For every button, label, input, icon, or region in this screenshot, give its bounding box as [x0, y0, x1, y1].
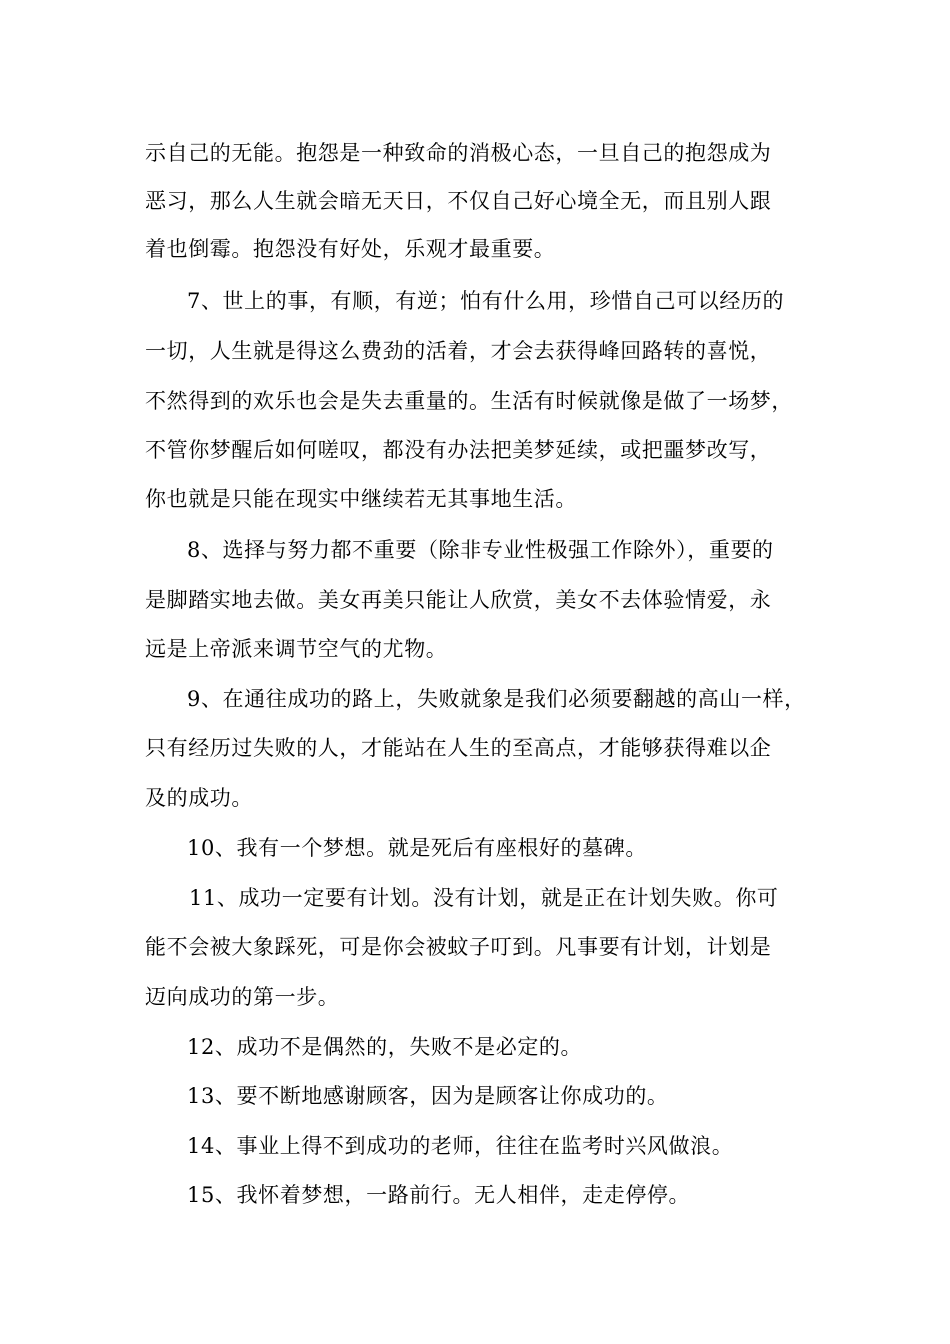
text-line: 是脚踏实地去做。美女再美只能让人欣赏，美女不去体验情爱，永 — [145, 588, 772, 612]
text-line: 11、成功一定要有计划。没有计划，就是正在计划失败。你可 — [189, 886, 779, 910]
text-line: 不然得到的欢乐也会是失去重量的。生活有时候就像是做了一场梦， — [145, 389, 793, 413]
text-line: 恶习，那么人生就会暗无天日，不仅自己好心境全无，而且别人跟 — [145, 189, 772, 213]
text-line: 及的成功。 — [145, 786, 253, 810]
text-line: 8、选择与努力都不重要（除非专业性极强工作除外），重要的 — [187, 538, 774, 562]
text-line: 着也倒霉。抱怨没有好处，乐观才最重要。 — [145, 237, 556, 261]
text-line: 13、要不断地感谢顾客，因为是顾客让你成功的。 — [187, 1084, 669, 1108]
text-line: 7、世上的事，有顺，有逆；怕有什么用，珍惜自己可以经历的 — [187, 289, 785, 313]
text-line: 一切，人生就是得这么费劲的活着，才会去获得峰回路转的喜悦， — [145, 339, 772, 363]
text-line: 示自己的无能。抱怨是一种致命的消极心态，一旦自己的抱怨成为 — [145, 141, 772, 165]
text-line: 能不会被大象踩死，可是你会被蚊子叮到。凡事要有计划，计划是 — [145, 935, 772, 959]
text-line: 远是上帝派来调节空气的尤物。 — [145, 637, 448, 661]
text-line: 9、在通往成功的路上，失败就象是我们必须要翻越的高山一样， — [187, 687, 806, 711]
text-line: 10、我有一个梦想。就是死后有座根好的墓碑。 — [187, 836, 647, 860]
text-line: 不管你梦醒后如何嗟叹，都没有办法把美梦延续，或把噩梦改写， — [145, 438, 772, 462]
text-line: 你也就是只能在现实中继续若无其事地生活。 — [145, 487, 577, 511]
text-line: 15、我怀着梦想，一路前行。无人相伴，走走停停。 — [187, 1183, 691, 1207]
text-line: 14、事业上得不到成功的老师，往往在监考时兴风做浪。 — [187, 1134, 734, 1158]
text-line: 迈向成功的第一步。 — [145, 985, 340, 1009]
text-line: 12、成功不是偶然的，失败不是必定的。 — [187, 1035, 583, 1059]
text-line: 只有经历过失败的人，才能站在人生的至高点，才能够获得难以企 — [145, 736, 772, 760]
